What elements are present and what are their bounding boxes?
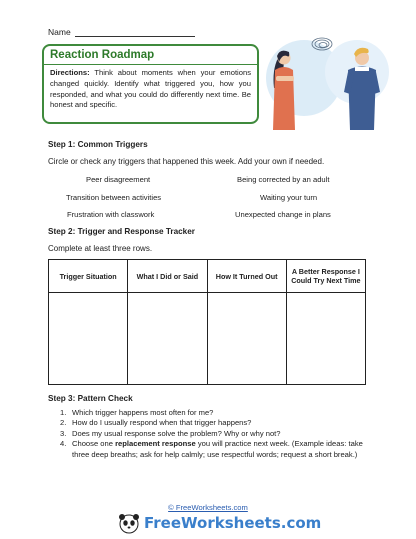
trigger-option[interactable]: Peer disagreement xyxy=(86,175,151,184)
title-box xyxy=(42,44,259,124)
question-number: 4. xyxy=(60,439,67,449)
question-text: Which trigger happens most often for me? xyxy=(72,408,214,417)
brand-name xyxy=(144,514,321,532)
panda-icon xyxy=(118,512,140,534)
brand-free: Free xyxy=(144,514,182,532)
column-header: Trigger Situation xyxy=(49,260,128,293)
list-item xyxy=(60,418,370,428)
table-cell[interactable] xyxy=(128,293,207,385)
table-cell[interactable] xyxy=(207,293,286,385)
step1-instructions: Circle or check any triggers that happened this week. Add your own if needed. xyxy=(48,157,325,166)
step3-title: Step 3: Pattern Check xyxy=(48,394,133,403)
step2-instructions: Complete at least three rows. xyxy=(48,244,153,253)
list-item xyxy=(60,429,370,439)
list-item xyxy=(60,408,370,418)
question-number: 3. xyxy=(60,428,67,438)
question-text xyxy=(72,439,370,460)
question-number: 1. xyxy=(60,408,67,417)
brand-logo xyxy=(118,511,321,535)
name-line[interactable] xyxy=(75,29,195,37)
trigger-option[interactable]: Frustration with classwork xyxy=(67,210,155,219)
worksheet-title: Reaction Roadmap xyxy=(50,49,155,61)
table-header-row xyxy=(49,260,366,293)
table-cell[interactable] xyxy=(49,293,128,385)
trigger-option[interactable]: Being corrected by an adult xyxy=(237,175,330,184)
question-text-post: you will practice next week. (Example ideas: take three deep breaths; ask for help calmly; use respectful words; request a short break.) xyxy=(72,439,363,459)
tracker-table xyxy=(48,259,366,385)
question-text: How do I usually respond when that trigger happens? xyxy=(72,418,252,428)
trigger-option[interactable]: Waiting your turn xyxy=(260,193,318,202)
directions-label: Directions: xyxy=(50,68,90,77)
question-text-bold: replacement response xyxy=(115,439,196,449)
question-text-pre: Choose one xyxy=(72,439,116,449)
trigger-option[interactable]: Unexpected change in plans xyxy=(235,210,331,219)
trigger-option[interactable]: Transition between activities xyxy=(66,193,162,202)
table-row xyxy=(49,293,366,385)
list-item xyxy=(60,439,370,460)
step1-title: Step 1: Common Triggers xyxy=(48,140,148,149)
name-field xyxy=(48,27,195,37)
question-list xyxy=(60,408,370,460)
question-number: 2. xyxy=(60,418,67,428)
column-header: What I Did or Said xyxy=(128,260,207,293)
directions xyxy=(44,65,257,114)
step2-title: Step 2: Trigger and Response Tracker xyxy=(48,227,195,236)
question-text: Does my usual response solve the problem? Why or why not? xyxy=(72,428,281,438)
column-header: A Better Response I Could Try Next Time xyxy=(286,260,365,293)
table-cell[interactable] xyxy=(286,293,365,385)
brand-worksheets: Worksheets xyxy=(181,514,281,532)
copyright-link[interactable]: © FreeWorksheets.com xyxy=(168,503,248,512)
directions-text: Think about moments when your emotions changed quickly. Identify what triggered you, how you responded, and what you could do differently next time. Be honest and specific. xyxy=(50,68,251,110)
arguing-people-illustration xyxy=(262,30,392,130)
brand-com: .com xyxy=(280,514,322,532)
name-label: Name xyxy=(48,27,71,37)
scribble-icon xyxy=(312,38,332,50)
column-header: How It Turned Out xyxy=(207,260,286,293)
